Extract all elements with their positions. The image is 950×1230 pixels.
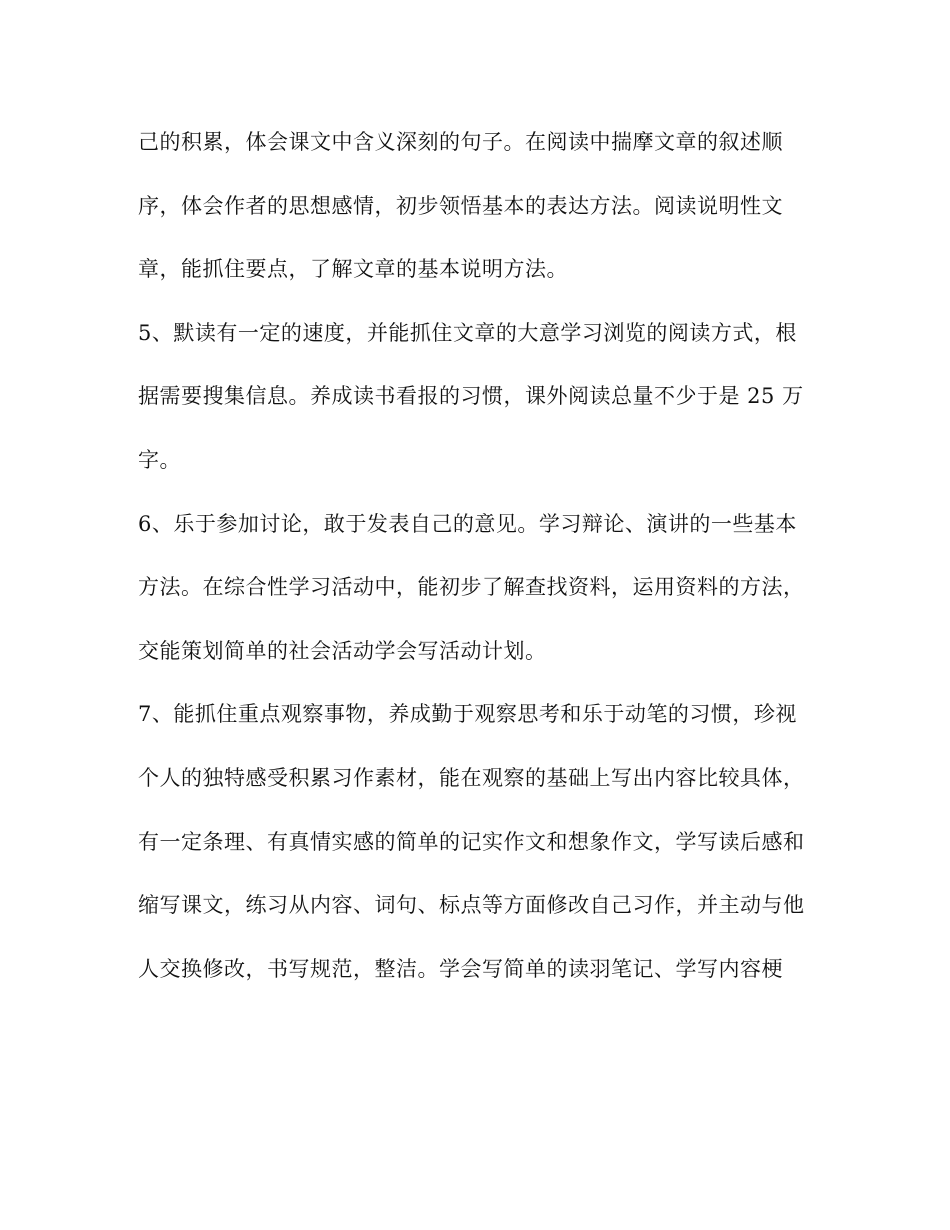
- body-text: [138, 120, 828, 1010]
- text-line: 6、乐于参加讨论，敢于发表自己的意见。学习辩论、演讲的一些基本: [138, 511, 797, 536]
- text-line: 己的积累，体会课文中含义深刻的句子。在阅读中揣摩文章的叙述顺: [138, 130, 783, 154]
- text-line: 方法。在综合性学习活动中，能初步了解查找资料，运用资料的方法，: [138, 575, 805, 600]
- text-line: 章，能抓住要点，了解文章的基本说明方法。: [138, 257, 568, 282]
- text-line: 7、能抓住重点观察事物，养成勤于观察思考和乐于动笔的习惯，珍视: [138, 702, 797, 727]
- text-line: 5、默读有一定的速度，并能抓住文章的大意学习浏览的阅读方式，根: [138, 320, 797, 345]
- text-line: 交能策划简单的社会活动学会写活动计划。: [138, 638, 547, 663]
- text-line: 人交换修改，书写规范，整洁。学会写简单的读羽笔记、学写内容梗: [138, 956, 783, 981]
- text-line: 有一定条理、有真情实感的简单的记实作文和想象作文，学写读后感和: [138, 829, 805, 854]
- text-line: 据需要搜集信息。养成读书看报的习惯，课外阅读总量不少于是 25 万: [138, 384, 804, 409]
- text-line: 序，体会作者的思想感情，初步领悟基本的表达方法。阅读说明性文: [138, 193, 783, 218]
- text-line: 字。: [138, 447, 181, 472]
- text-line: 个人的独特感受积累习作素材，能在观察的基础上写出内容比较具体，: [138, 765, 805, 790]
- text-line: 缩写课文，练习从内容、词句、标点等方面修改自己习作，并主动与他: [138, 893, 805, 918]
